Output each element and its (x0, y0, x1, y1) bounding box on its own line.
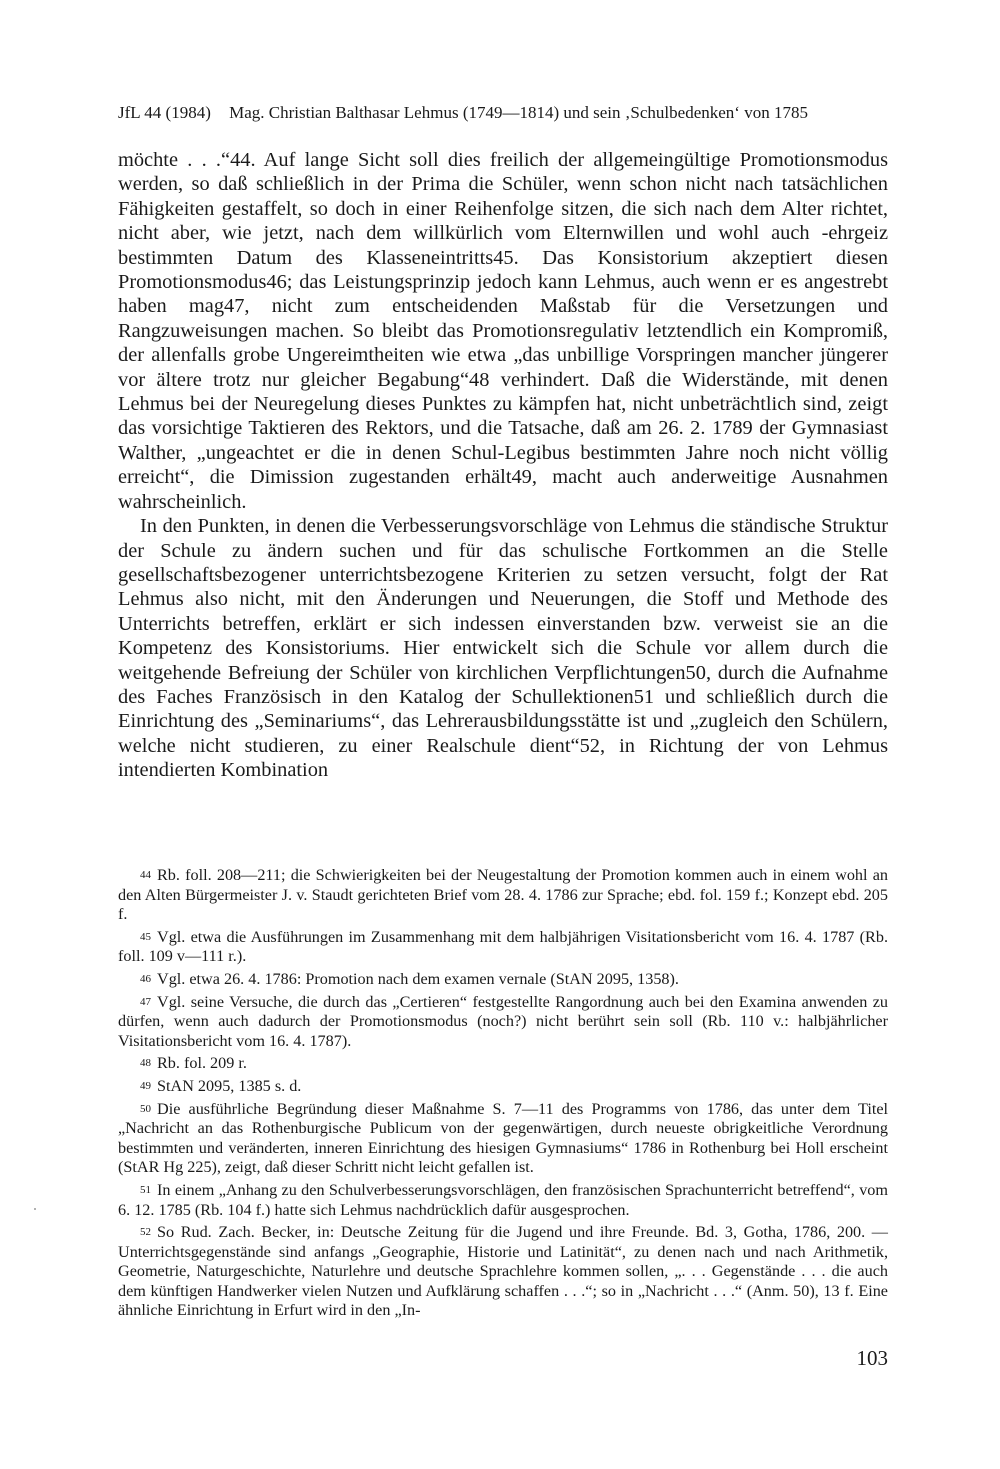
footnote-46 (118, 970, 888, 990)
article-title: Mag. Christian Balthasar Lehmus (1749—1814) und sein ‚Schulbedenken‘ von 1785 (229, 103, 808, 122)
footnote-text: In einem „Anhang zu den Schulverbesserungsvorschlägen, den französischen Sprachunterricht betreffend“, vom 6. 12. 1785 (Rb. 104 f.) hatte sich Lehmus nachdrücklich dafür ausgesprochen. (118, 1180, 888, 1219)
body-paragraph: möchte . . .“44. Auf lange Sicht soll dies freilich der allgemeingültige Promotionsmodus werden, so daß schließlich in der Prima die Schüler, wenn schon nicht nach tatsächlichen Fähigkeiten gestaffelt, so doch in einer Reihenfolge sitzen, die sich nach dem Alter richtet, nicht aber, wie jetzt, nach dem willkürlich vom Elternwillen und wohl auch -ehrgeiz bestimmten Datum des Klasseneintritts45. Das Konsistorium akzeptiert diesen Promotionsmodus46; das Leistungsprinzip jedoch kann Lehmus, auch wenn er es angestrebt haben mag47, nicht zum entscheidenden Maßstab für die Versetzungen und Rangzuweisungen machen. So bleibt das Promotionsregulativ letztendlich ein Kompromiß, der allenfalls grobe Ungereimtheiten wie etwa „das unbillige Vorspringen mancher jüngerer vor ältere trotz nur gleicher Begabung“48 verhindert. Daß die Widerstände, mit denen Lehmus bei der Neuregelung dieses Punktes zu kämpfen hat, nicht unbeträchtlich sind, zeigt das vorsichtige Taktieren des Rektors, und die Tatsache, daß am 26. 2. 1789 der Gymnasiast Walther, „ungeachtet er die in denen Schul-Legibus bestimmten Jahre noch nicht völlig erreicht“, die Dimission zugestanden erhält49, macht auch anderweitige Ausnahmen wahrscheinlich. (118, 149, 888, 513)
footnote-47 (118, 993, 888, 1052)
body-paragraph: In den Punkten, in denen die Verbesserungsvorschläge von Lehmus die ständische Struktur der Schule zu ändern suchen und für das schulische Fortkommen an die Stelle gesellschaftsbezogener unterrichtsbezogene Kriterien zu setzen versucht, folgt der Rat Lehmus also nicht, mit den Änderungen und Neuerungen, die Stoff und Methode des Unterrichts betreffen, erklärt er sich indessen einverstanden bzw. verweist sie an die Kompetenz des Konsistoriums. Hier entwickelt sich die Schule vor allem durch die weitgehende Befreiung der Schüler von kirchlichen Verpflichtungen50, durch die Aufnahme des Faches Französisch in den Katalog der Schullektionen51 und schließlich durch die Einrichtung des „Seminariums“, das Lehrerausbildungsstätte ist und „zugleich den Schülern, welche nicht studieren, zu einer Realschule dient“52, in Richtung der von Lehmus intendierten Kombination (118, 515, 888, 782)
running-head (118, 102, 888, 124)
main-text (118, 148, 888, 783)
scan-speck (34, 1208, 36, 1210)
footnote-number: 50 (140, 1102, 151, 1115)
footnote-number: 46 (140, 972, 151, 985)
footnote-49 (118, 1077, 888, 1097)
footnote-44 (118, 866, 888, 925)
footnote-50 (118, 1100, 888, 1178)
footnote-number: 52 (140, 1226, 151, 1239)
footnote-text: StAN 2095, 1385 s. d. (157, 1076, 302, 1095)
journal-reference: JfL 44 (1984) (118, 103, 211, 122)
footnote-number: 48 (140, 1057, 151, 1070)
footnote-text: So Rud. Zach. Becker, in: Deutsche Zeitung für die Jugend und ihre Freunde. Bd. 3, Gotha, 1786, 200. — Unterrichtsgegenstände sind anfangs „Geographie, Historie und Latinität“, zu denen nach und nach Arithmetik, Geometrie, Naturgeschichte, Naturlehre und deutsche Sprachlehre kommen sollen, „. . . Gegenstände . . . die auch dem künftigen Handwerker vielen Nutzen und Aufklärung schaffen . . .“; so in „Nachricht . . .“ (Anm. 50), 13 f. Eine ähnliche Einrichtung in Erfurt wird in den „In- (118, 1223, 888, 1320)
footnote-text: Vgl. etwa 26. 4. 1786: Promotion nach dem examen vernale (StAN 2095, 1358). (157, 969, 679, 988)
footnote-text: Vgl. etwa die Ausführungen im Zusammenhang mit dem halbjährigen Visitationsbericht vom 16. 4. 1787 (Rb. foll. 109 v—111 r.). (118, 927, 888, 966)
footnote-48 (118, 1054, 888, 1074)
footnote-number: 47 (140, 995, 151, 1008)
footnote-text: Vgl. seine Versuche, die durch das „Certieren“ festgestellte Rangordnung auch bei den Examina anwenden zu dürfen, wenn auch dadurch der Promotionsmodus (noch?) nicht berührt sein soll (Rb. 110 v.: halbjährlicher Visitationsbericht vom 16. 4. 1787). (118, 992, 888, 1050)
footnote-45 (118, 928, 888, 967)
footnote-number: 44 (140, 869, 151, 881)
footnote-number: 45 (140, 930, 151, 943)
footnote-text: Die ausführliche Begründung dieser Maßnahme S. 7—11 des Programms von 1786, das unter dem Titel „Nachricht an das Rothenburgische Publicum von der gegenwärtigen, durch neueste obrigkeitliche Verordnung bestimmten und veränderten, inneren Einrichtung des hiesigen Gymnasiums“ 1786 in Rothenburg bei Holl erscheint (StAR Hg 225), zeigt, daß dieser Schritt nicht leicht gefallen ist. (118, 1099, 888, 1177)
footnote-number: 51 (140, 1183, 151, 1196)
footnote-52 (118, 1223, 888, 1321)
footnote-text: Rb. fol. 209 r. (157, 1054, 247, 1073)
footnote-51 (118, 1181, 888, 1220)
footnote-text: Rb. foll. 208—211; die Schwierigkeiten bei der Neugestaltung der Promotion kommen auch in einem wohl an den Alten Bürgermeister J. v. Staudt gerichteten Brief vom 28. 4. 1786 zur Sprache; ebd. fol. 159 f.; Konzept ebd. 205 f. (118, 866, 888, 924)
footnotes (118, 866, 888, 1324)
footnote-number: 49 (140, 1079, 151, 1092)
page-number: 103 (856, 1346, 888, 1370)
